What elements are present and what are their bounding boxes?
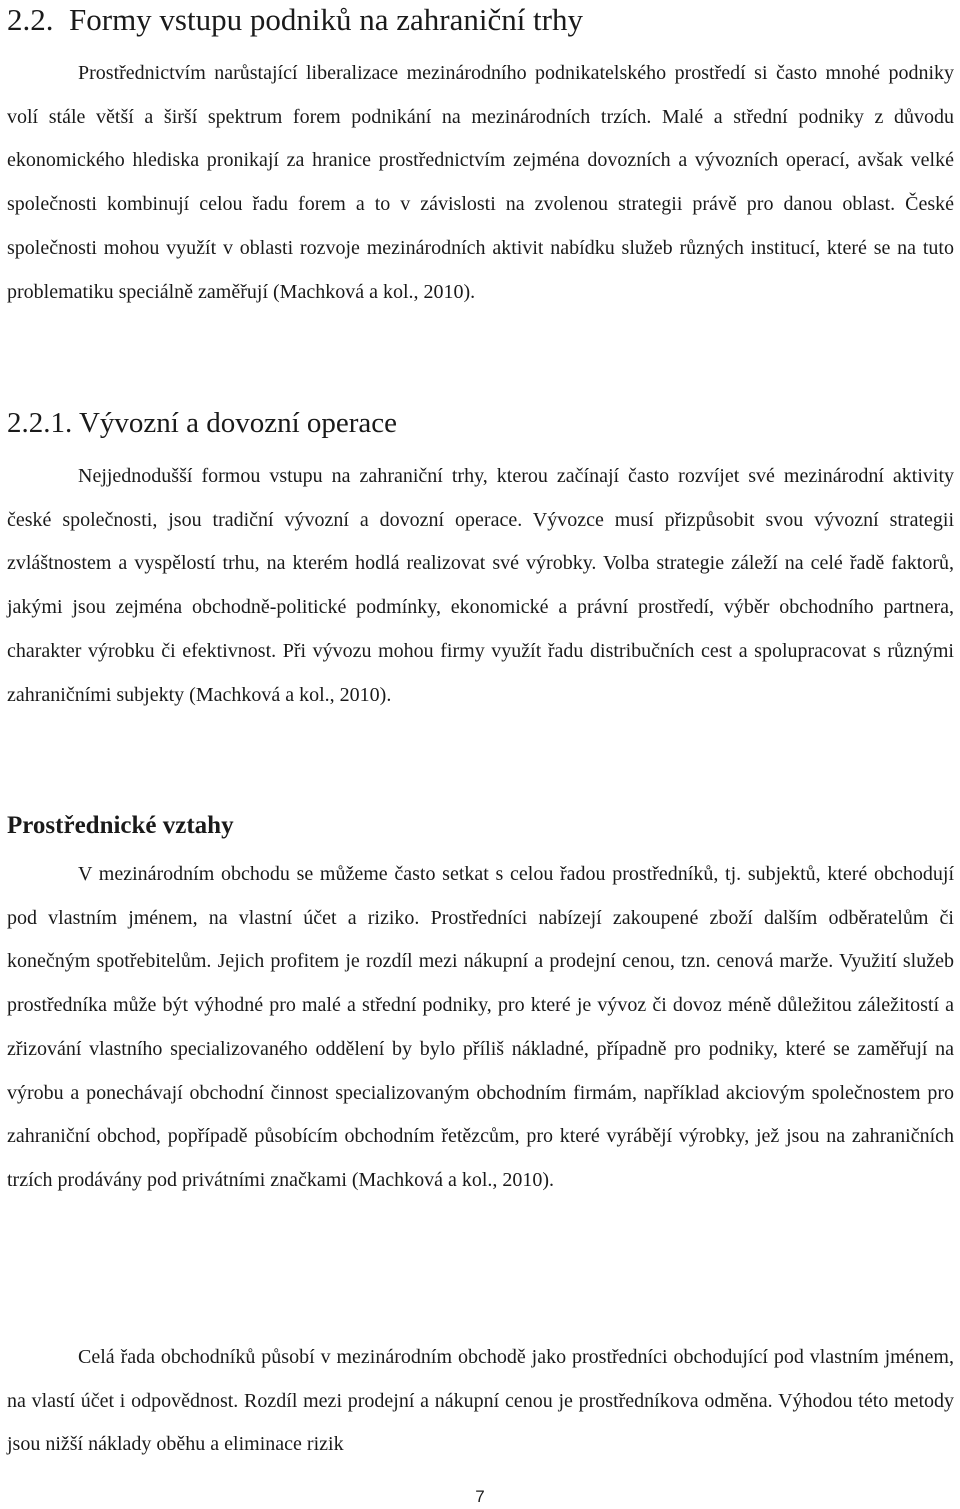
section-number: 2.2. bbox=[7, 2, 54, 37]
subsection-heading bbox=[7, 405, 397, 441]
intermediary-paragraph-2: Celá řada obchodníků působí v mezinárodním obchodě jako prostředníci obchodující pod vlastním jménem, na vlastí účet i odpovědnost. Rozdíl mezi prodejní a nákupní cenou je prostředníkova odměna. Výhodou této metody jsou nižší náklady oběhu a eliminace rizik bbox=[7, 1346, 954, 1456]
subsection-title: Vývozní a dovozní operace bbox=[78, 407, 398, 439]
intermediary-heading: Prostřednické vztahy bbox=[7, 812, 234, 839]
subsection-paragraph: Nejjednodušší formou vstupu na zahraniční trhy, kterou začínají často rozvíjet své mezinárodní aktivity české společnosti, jsou tradiční vývozní a dovozní operace. Vývozce musí přizpůsobit svou vývozní strategii zvláštnostem a vyspělostí trhu, na kterém hodlá realizovat své výrobky. Volba strategie záleží na celé řadě faktorů, jakými jsou zejména obchodně-politické podmínky, ekonomické a právní prostředí, výběr obchodního partnera, charakter výrobku či efektivnost. Při vývozu mohou firmy využít řadu distribučních cest a spolupracovat s různými zahraničními subjekty (Machková a kol., 2010). bbox=[7, 465, 954, 706]
section-paragraph: Prostřednictvím narůstající liberalizace mezinárodního podnikatelského prostředí si často mnohé podniky volí stále větší a širší spektrum forem podnikání na mezinárodních trzích. Malé a střední podniky z důvodu ekonomického hlediska pronikají za hranice prostřednictvím zejména dovozních a vývozních operací, avšak velké společnosti kombinují celou řadu forem a to v závislosti na zvolenou strategii právě pro danou oblast. České společnosti mohou využít v oblasti rozvoje mezinárodních aktivit nabídku služeb různých institucí, které se na tuto problematiku speciálně zaměřují (Machková a kol., 2010). bbox=[7, 62, 954, 303]
section-title: Formy vstupu podniků na zahraniční trhy bbox=[69, 2, 583, 37]
section-heading bbox=[7, 2, 583, 38]
subsection-number: 2.2.1. bbox=[7, 407, 73, 439]
intermediary-paragraph-1: V mezinárodním obchodu se můžeme často setkat s celou řadou prostředníků, tj. subjektů, které obchodují pod vlastním jménem, na vlastní účet a riziko. Prostředníci nabízejí zakoupené zboží dalším odběratelům či konečným spotřebitelům. Jejich profitem je rozdíl mezi nákupní a prodejní cenou, tzn. cenová marže. Využití služeb prostředníka může být výhodné pro malé a střední podniky, pro které je vývoz či dovoz méně důležitou záležitostí a zřizování vlastního specializovaného oddělení by bylo příliš nákladné, případně pro podniky, které se zaměřují na výrobu a ponechávají obchodní činnost specializovaným obchodním firmám, například akciovým společnostem pro zahraniční obchod, popřípadě působícím obchodním řetězcům, pro které vyrábějí výrobky, jež jsou na zahraničních trzích prodávány pod privátními značkami (Machková a kol., 2010). bbox=[7, 863, 954, 1191]
page-number: 7 bbox=[475, 1487, 485, 1506]
